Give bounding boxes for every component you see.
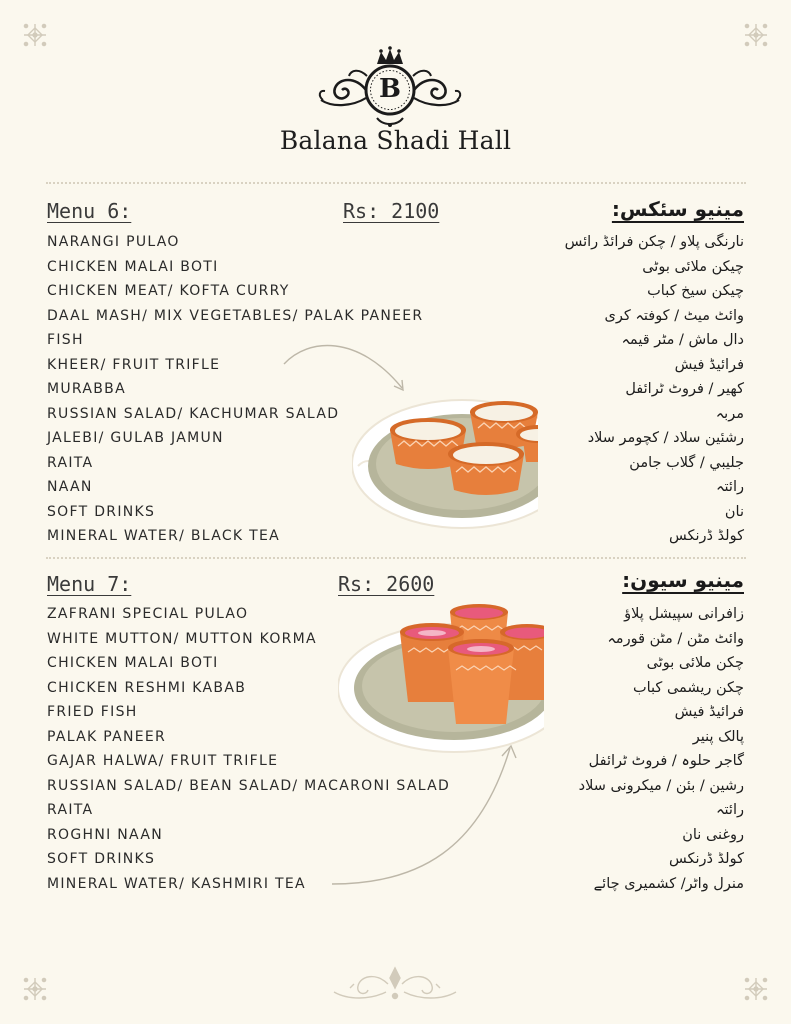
menu-6-item: NAAN <box>47 479 93 495</box>
menu-6-urdu-item: فرائیڈ فیش <box>674 356 744 373</box>
menu-6-item: RUSSIAN SALAD/ KACHUMAR SALAD <box>47 405 340 422</box>
menu-7-item: PALAK PANEER <box>47 728 167 745</box>
menu-6-urdu-item: نان <box>724 503 744 520</box>
menu-6-urdu-item: نارنگی پلاو / چکن فرائڈ رائس <box>564 234 744 250</box>
menu-6-urdu-items <box>565 230 744 549</box>
menu-7-urdu-item: چکن ریشمی کباب <box>632 679 744 696</box>
menu-6-item: MURABBA <box>47 381 126 397</box>
menu-7-item: FRIED FISH <box>47 704 138 720</box>
hall-name: Balana Shadi Hall <box>279 126 512 155</box>
menu-6-item: KHEER/ FRUIT TRIFLE <box>47 356 221 373</box>
curved-arrow-icon <box>278 330 418 400</box>
logo-letter: B <box>379 74 401 104</box>
middle-divider <box>46 557 746 559</box>
menu-6-item: MINERAL WATER/ BLACK TEA <box>47 528 281 544</box>
menu-7-item: RAITA <box>47 802 94 818</box>
menu-6-item: SOFT DRINKS <box>47 503 156 520</box>
menu-7-urdu-items <box>579 602 744 896</box>
menu-7-urdu-item: وائٹ مٹن / مٹن قورمہ <box>607 630 744 647</box>
menu-7-urdu-item: منرل واٹر/ کشمیری چائے <box>593 875 744 892</box>
menu-6-urdu-title: مینیو سئکس: <box>611 197 744 221</box>
menu-7-urdu-item: کولڈ ڈرنکس <box>668 851 744 867</box>
menu-7-item: GAJAR HALWA/ FRUIT TRIFLE <box>47 753 279 769</box>
menu-6-urdu-item: مربہ <box>715 405 744 422</box>
menu-6-item: FISH <box>47 332 84 348</box>
menu-6-item: JALEBI/ GULAB JAMUN <box>47 430 224 446</box>
menu-7-urdu-item: فرائیڈ فیش <box>674 704 744 720</box>
menu-7-urdu-item: چکن ملائی بوٹی <box>646 655 744 671</box>
menu-6-urdu-item: رائتہ <box>716 479 744 495</box>
menu-7-title: Menu 7: <box>47 572 132 596</box>
menu-6-item: CHICKEN MEAT/ KOFTA CURRY <box>47 283 290 299</box>
menu-7-item: ZAFRANI SPECIAL PULAO <box>47 606 249 622</box>
curved-arrow-icon <box>330 738 530 898</box>
menu-7-urdu-item: رائتہ <box>716 802 744 818</box>
menu-6-urdu-item: وائٹ میٹ / کوفتہ کری <box>604 307 744 324</box>
top-right-floral-corner-icon <box>743 22 769 48</box>
menu-7-urdu-item: زافرانی سپیشل پلاؤ <box>624 606 744 622</box>
ornament-divider-icon <box>330 962 460 1006</box>
menu-7-item: SOFT DRINKS <box>47 851 156 867</box>
menu-7-urdu-title: مینیو سیون: <box>622 568 744 592</box>
menu-6-title: Menu 6: <box>47 199 132 223</box>
kulfi-cups-icon <box>338 604 546 754</box>
menu-7-urdu-item: رشین / بئن / میکرونی سلاد <box>578 777 744 794</box>
menu-7-urdu-item: پالک پنیر <box>692 728 744 745</box>
menu-7-item: WHITE MUTTON/ MUTTON KORMA <box>47 630 317 647</box>
menu-6-item: CHICKEN MALAI BOTI <box>47 258 219 275</box>
bottom-left-floral-corner-icon <box>22 976 48 1002</box>
menu-6-urdu-item: دال ماش / مٹر قیمہ <box>621 332 744 348</box>
menu-6-urdu-item: کولڈ ڈرنکس <box>668 528 744 544</box>
bottom-right-floral-corner-icon <box>743 976 769 1002</box>
menu-6-item: DAAL MASH/ MIX VEGETABLES/ PALAK PANEER <box>47 307 424 324</box>
top-divider <box>46 182 746 184</box>
menu-6-urdu-item: چیکن ملائی بوٹی <box>642 258 744 275</box>
menu-7-item: ROGHNI NAAN <box>47 826 163 843</box>
menu-7-urdu-item: گاجر حلوہ / فروٹ ٹرائفل <box>588 753 744 769</box>
menu-7-item: CHICKEN RESHMI KABAB <box>47 679 247 696</box>
menu-6-urdu-item: جلیبي / گلاب جامن <box>629 454 744 471</box>
menu-6-urdu-item: چیکن سیخ کباب <box>647 283 744 299</box>
menu-7-price: Rs: 2600 <box>338 572 435 596</box>
menu-6-price: Rs: 2100 <box>343 199 440 223</box>
top-left-floral-corner-icon <box>22 22 48 48</box>
menu-6-urdu-item: کھیر / فروٹ ٹرائفل <box>625 381 744 397</box>
kheer-bowls-icon <box>352 398 540 536</box>
menu-6-item: RAITA <box>47 454 94 471</box>
menu-7-item: MINERAL WATER/ KASHMIRI TEA <box>47 875 306 892</box>
menu-7-item: CHICKEN MALAI BOTI <box>47 655 219 671</box>
menu-6-urdu-item: رشئین سلاد / کچومر سلاد <box>587 430 744 446</box>
menu-7-item: RUSSIAN SALAD/ BEAN SALAD/ MACARONI SALAD <box>47 777 451 794</box>
menu-6-item: NARANGI PULAO <box>47 234 180 250</box>
menu-7-urdu-item: روغنی نان <box>682 826 744 843</box>
